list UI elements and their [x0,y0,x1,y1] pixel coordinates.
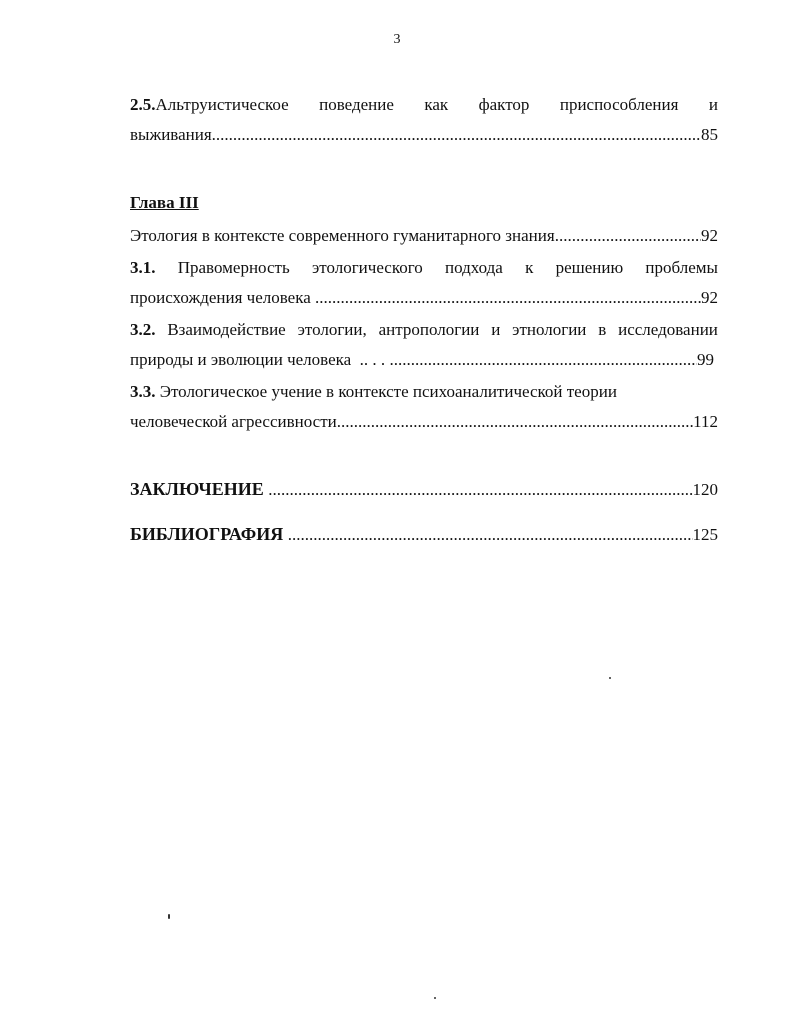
toc-title: Этологическое учение в контексте психоаналитической теории [155,382,617,401]
toc-entry-conclusion [130,478,718,501]
toc-word: к [525,258,534,277]
scan-speck [434,997,436,999]
toc-word: этнологии [512,320,587,339]
toc-entry-chapter-3 [130,225,718,247]
dot-leader [212,124,701,146]
toc-word: поведение [319,95,394,114]
dot-leader [315,287,701,309]
dot-leader [268,479,692,501]
toc-word: этологического [311,258,423,277]
toc-entry-bibliography [130,523,718,546]
dot-leader [288,524,693,546]
toc-entry-2-5-line1 [130,94,718,116]
dot-leader [389,349,697,371]
section-number: 3.3. [130,382,156,401]
toc-entry-3-1-line1 [130,257,718,279]
toc-word: решению [555,258,624,277]
toc-conclusion-title: ЗАКЛЮЧЕНИЕ [130,479,269,499]
toc-continuation: природы и эволюции человека .. . . [130,350,390,369]
toc-word: и [708,95,718,114]
scan-speck [609,677,611,679]
page-number: 3 [393,32,401,47]
section-number: 2.5. [130,95,156,114]
toc-entry-2-5-line2 [130,124,718,146]
toc-continuation: человеческой агрессивности [130,412,337,431]
toc-entry-3-2-line2 [130,349,714,371]
toc-page-ref: 85 [701,125,718,144]
toc-page-ref: 92 [701,226,718,245]
toc-word: в [598,320,607,339]
dot-leader [337,411,693,433]
toc-bibliography-title: БИБЛИОГРАФИЯ [130,524,288,544]
scan-speck [168,914,170,919]
toc-word: Правомерность [177,258,290,277]
toc-word: и [491,320,501,339]
toc-entry-3-1-line2 [130,287,718,309]
toc-word: этологии, [297,320,367,339]
toc-page-ref: 99 [697,350,714,369]
toc-word: антропологии [378,320,480,339]
toc-word: подхода [445,258,503,277]
section-number: 3.1. [130,258,156,277]
toc-entry-3-3-line1 [130,381,718,403]
toc-entry-3-3-line2 [130,411,718,433]
toc-page-ref: 112 [693,412,718,431]
chapter-heading: Глава III [130,193,199,212]
toc-word: проблемы [645,258,718,277]
chapter-heading-line [130,192,718,214]
toc-word: Взаимодействие [167,320,286,339]
toc-word: исследовании [618,320,718,339]
toc-word: приспособления [559,95,679,114]
toc-entry-2-5-first-word: 2.5.Альтруистическое [130,95,289,114]
toc-page-ref: 125 [692,525,718,544]
dot-leader [555,225,701,247]
toc-page-ref: 120 [692,480,718,499]
toc-continuation: происхождения человека [130,288,315,307]
toc-chapter-title: Этология в контексте современного гуманитарного знания [130,226,555,245]
toc-word: фактор [478,95,530,114]
toc-page-ref: 92 [701,288,718,307]
toc-entry-3-2-line1 [130,319,718,341]
section-number: 3.2. [130,320,156,339]
toc-continuation: выживания [130,125,212,144]
toc-word: как [424,95,449,114]
